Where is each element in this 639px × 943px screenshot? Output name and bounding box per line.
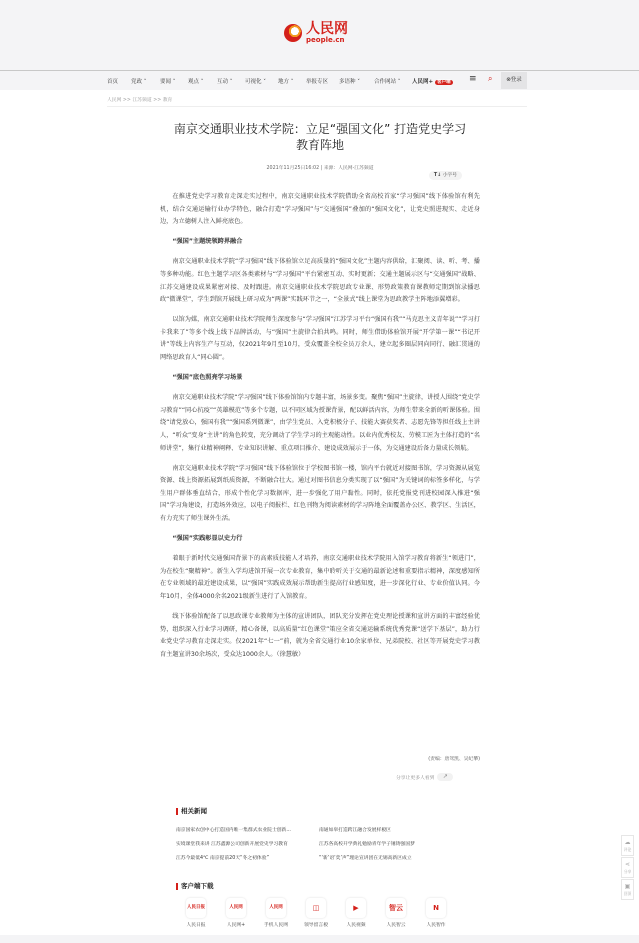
main-nav xyxy=(0,70,639,90)
app-label: 人民智作 xyxy=(426,923,446,928)
nav-item[interactable]: 首页 xyxy=(107,79,119,85)
logo-text-en: people.cn xyxy=(306,36,345,44)
user-icon: ⊗ xyxy=(506,77,511,83)
nav-item[interactable]: 多语种 ˅ xyxy=(339,79,361,85)
paragraph: 南京交通职业技术学院“学习强国”线下体验馆馆内专题丰富，场景多变。聚焦“强国”主旋律，讲授人围绕“党史学习教育”“同心抗疫”“英雄模范”等多个专题，以不同区域为授课背景，配以鲜活内容，为师生带来全新的听课体验。围绕“请党放心，强国有我”“强国系列微课”，由学生党员、入党积极分子、技能大赛获奖者、志愿先锋等担任线上主讲人，“听众”变身“主讲”的角色转变，充分调动了学生学习的主观能动性。以业内优秀校友、劳模工匠为主体打造的“名师讲堂”，集行业精神阐释、专业知识讲解、重点项目推介、建设成效展示于一体，为交通建设后备力量成长领航。 xyxy=(160,394,480,452)
nav-item[interactable]: 举报专区 xyxy=(306,79,329,85)
app-icon: ◫ xyxy=(306,898,326,918)
section-heading: “强国”实践彰显以史力行 xyxy=(172,535,243,543)
share-bar xyxy=(396,773,453,781)
nav-item[interactable]: 观点 ˅ xyxy=(188,79,204,85)
login-label: 登录 xyxy=(510,77,522,83)
float-button[interactable] xyxy=(621,879,634,900)
client-badge: 客户端 xyxy=(437,80,451,85)
breadcrumb[interactable]: 人民网 >> 江苏频道 >> 教育 xyxy=(107,98,173,103)
section-heading: “强国”主题统领跨界融合 xyxy=(172,238,243,246)
app-label: 人民智云 xyxy=(386,923,406,928)
related-news-link[interactable]: 江苏各高校开学典礼勉励青年学子锤铸强国梦 xyxy=(319,842,415,847)
nav-item[interactable]: 可视化 ˅ xyxy=(245,79,267,85)
float-icon: ▣ xyxy=(624,883,631,890)
chevron-down-icon: ˅ xyxy=(171,79,176,85)
paragraph: 南京交通职业技术学院“学习强国”线下体验馆位于学校图书馆一楼，馆内平台就近对接图书馆，学习资源从展览资源、线上资源拓展到纸质资源，不断融合壮大。通过对图书信息分类实现了以“强国”为关键词的标签多样化，与学生用户群体垂直结合，形成个性化学习数据库，进一步强化了用户黏性。同时，依托党报党刊进校园深入推进“强国”学习角建设，打造场外效应，以电子阅报栏、红色刊物为阅读素材的学习阵地全面覆盖办公区、教学区、生活区，有力充实了师生课外生活。 xyxy=(160,464,480,523)
article-body xyxy=(160,191,480,669)
app-label: 人民网+ xyxy=(226,923,246,928)
article-meta: 2021年11月25日16:02 | 来源：人民网-江苏频道 xyxy=(266,166,374,171)
share-icon[interactable]: ↗ xyxy=(437,773,453,781)
search-icon[interactable]: ⌕ xyxy=(488,74,493,83)
related-news-link[interactable]: “‘新’语‘奕’声”理论宣讲团在无锡高新区成立 xyxy=(319,856,412,861)
app-icon: N xyxy=(426,898,446,918)
chevron-down-icon: ˅ xyxy=(199,79,204,85)
app-icon: 人民日报 xyxy=(186,898,206,918)
people-plus-label: 人民网+ xyxy=(412,79,434,85)
paragraph: 以馆为媒，南京交通职业技术学院师生深度参与“学习强国”江苏学习平台“强国有我”“马克思主义青年说”“学习打卡我来了”等多个线上线下品牌活动，与“强国”主旋律合拍共鸣。同时，师生借助体验馆开展“开学第一课”“书记开讲”等线上内容生产与互动，仅2021年9月至10月，受众覆盖全校全员万余人，建立起多圈层同向同行、融汇贯通的网络思政育人“同心圆”。 xyxy=(160,316,480,362)
logo-text-cn: 人民网 xyxy=(306,21,348,37)
float-icon: ⋖ xyxy=(624,861,631,868)
chevron-down-icon: ˅ xyxy=(289,79,294,85)
app-download-item[interactable] xyxy=(336,898,376,928)
app-label: 领导留言板 xyxy=(304,923,328,928)
float-label: 分享 xyxy=(623,869,632,874)
paragraph: 南京交通职业技术学院“学习强国”线下体验馆立足高质量的“强国文化”主题内容供给，汇聚阅、读、听、考、播等多种功能。红色主题学习区各类素材与“学习强国”平台紧密互动、实时更新；交通主题展示区与“交通强国”战略、江苏交通建设成果紧密对接、及时跟进。南京交通职业技术学院思政专业课、形势政策教育课教师定期到馆录播思政“微课堂”，学生到馆开展线上研习成为“两课”实践环节之一，“全景式”线上课堂为思政教学主阵地添翼增彩。 xyxy=(160,258,480,304)
app-download-item[interactable] xyxy=(256,898,296,928)
people-cn-logo[interactable] xyxy=(284,22,348,44)
paragraph: 在推进党史学习教育走深走实过程中，南京交通职业技术学院借助全省高校首家“学习强国”线下体验馆有利先机，结合交通运输行业办学特色，融合打造“学习强国”与“交通强国”叠加的“强国文化”，让党史照进现实、走近身边，为立德树人注入鲜亮底色。 xyxy=(160,193,480,226)
site-header xyxy=(0,0,639,70)
float-button[interactable] xyxy=(621,857,634,878)
app-icon: ▶ xyxy=(346,898,366,918)
font-size-icon: T↓ xyxy=(433,173,442,178)
nav-item[interactable]: 互动 ˅ xyxy=(217,79,233,85)
downloads-heading: 客户端下载 xyxy=(176,883,214,890)
nav-item[interactable]: 地方 ˅ xyxy=(278,79,294,85)
font-size-label: 小字号 xyxy=(442,173,458,178)
chevron-down-icon: ˅ xyxy=(396,79,401,85)
chevron-down-icon: ˅ xyxy=(355,79,361,85)
logo-emblem-icon xyxy=(284,24,302,42)
app-download-item[interactable] xyxy=(176,898,216,928)
related-news-link[interactable]: 南通如皋打造跨江融合发展样板区 xyxy=(319,828,391,833)
app-download-item[interactable] xyxy=(216,898,256,928)
chevron-down-icon: ˅ xyxy=(142,79,147,85)
related-news-link[interactable]: 实境课堂我来讲 江苏鑫源公司创新开展党史学习教育 xyxy=(176,842,288,847)
float-label: 评论 xyxy=(623,847,632,852)
related-news-link[interactable]: 南京国家农创中心打造国内唯一集群式农业院士创新... xyxy=(176,828,291,833)
app-label: 手机人民网 xyxy=(264,923,288,928)
app-icon: 人民网 xyxy=(226,898,246,918)
nav-item[interactable]: 合作网站 ˅ xyxy=(374,79,401,85)
divider xyxy=(107,106,527,107)
float-label: 回顶 xyxy=(623,891,632,896)
paragraph: 线下体验馆配备了以思政课专业教师为主体的宣讲团队，团队充分发挥在党史理论授课和宣讲方面的丰富经验优势，组织深入行业学习调研，精心备课，以高质量“红色课堂”策应全省交通运输系统优秀党课“送学下基层”，助力行业党史学习教育走深走实。仅2021年“七一”前，就为全省交通行业10余家单位、兄弟院校、社区等开展党史学习教育主题宣讲30余场次，受众达1000余人。（徐慧敏） xyxy=(160,613,480,658)
app-download-item[interactable] xyxy=(376,898,416,928)
float-icon: ☁ xyxy=(624,839,631,846)
people-plus-link[interactable] xyxy=(412,77,453,85)
app-download-list xyxy=(176,898,456,928)
article-title: 南京交通职业技术学院：立足“强国文化” 打造党史学习教育阵地 xyxy=(173,122,467,152)
menu-icon[interactable]: ≡ xyxy=(469,74,477,84)
share-label: 分享让更多人看到 xyxy=(396,775,435,781)
paragraph: 着眼于新时代交通强国背景下的高素质技能人才培养，南京交通职业技术学院用入馆学习教育将新生“领进门”，为在校生“聚精神”。新生入学均进馆开展一次专业教育，集中聆听关于交通的最新论述和重要指示精神，深度感知所在专业领域的最近建设成果，以“强国”实践成效展示帮助新生提高行业感知度，进一步深化行业、专业价值认同。今年10月，全体4000余名2021级新生进行了入馆教育。 xyxy=(160,555,480,601)
chevron-down-icon: ˅ xyxy=(261,79,267,85)
login-button[interactable] xyxy=(501,72,527,89)
app-icon: 人民网 xyxy=(266,898,286,918)
app-label: 人民视频 xyxy=(346,923,366,928)
related-news-link[interactable]: 江苏今最低4℃ 南京提前20天“冬之初体验” xyxy=(176,856,269,861)
nav-item[interactable]: 党政 ˅ xyxy=(131,79,147,85)
app-download-item[interactable] xyxy=(296,898,336,928)
app-label: 人民日报 xyxy=(186,923,206,928)
app-icon: 智云 xyxy=(386,898,406,918)
section-heading: “强国”底色照亮学习场景 xyxy=(172,374,243,382)
float-button[interactable] xyxy=(621,835,634,856)
app-download-item[interactable] xyxy=(416,898,456,928)
footer xyxy=(0,935,639,943)
chevron-down-icon: ˅ xyxy=(228,79,233,85)
article-editor: (责编：唐驾凯、吴纪攀) xyxy=(428,757,480,762)
floating-toolbar xyxy=(621,835,634,901)
related-news-heading: 相关新闻 xyxy=(176,808,207,815)
font-size-button[interactable] xyxy=(429,171,462,180)
nav-item[interactable]: 要闻 ˅ xyxy=(160,79,176,85)
